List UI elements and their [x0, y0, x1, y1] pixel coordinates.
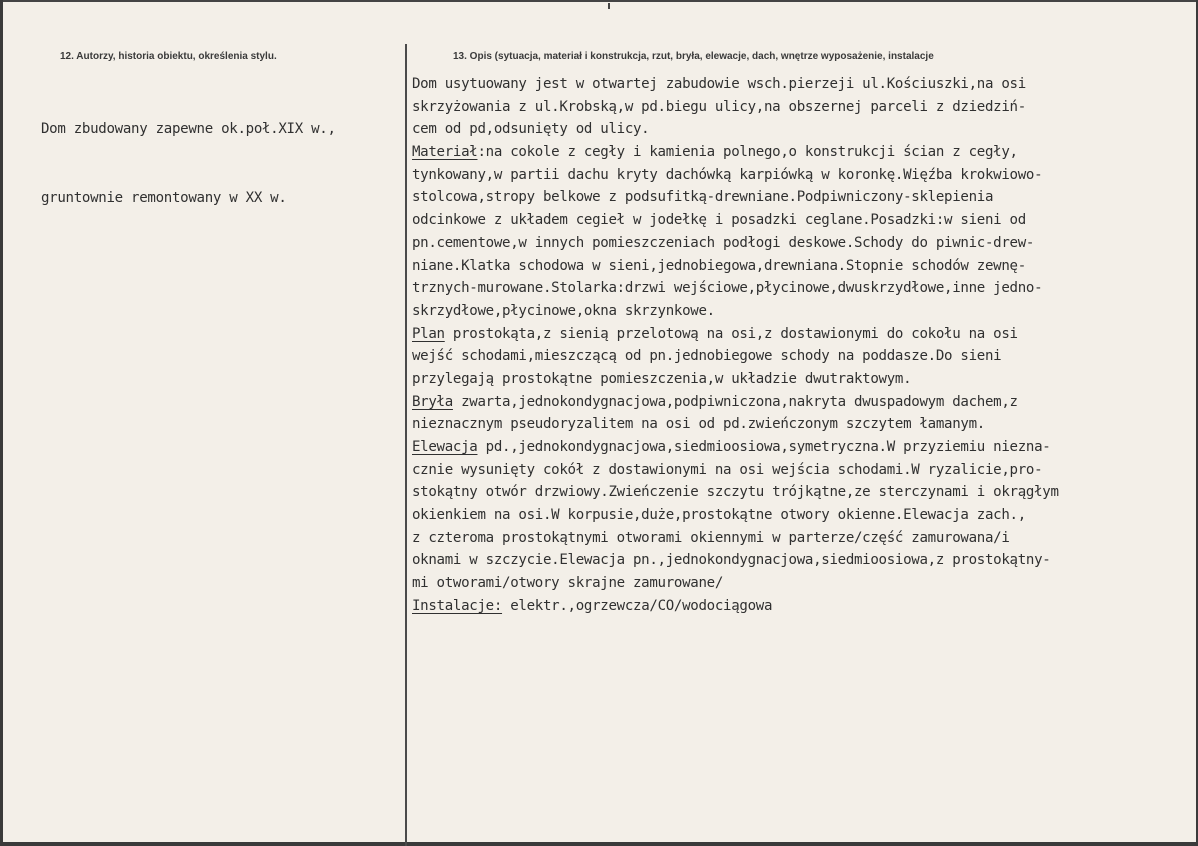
text-line	[412, 345, 1059, 368]
text-line	[412, 277, 1059, 300]
line-text: pn.cementowe,w innych pomieszczeniach podłogi deskowe.Schody do piwnic-drew-	[412, 234, 1035, 251]
line-text: prostokąta,z sienią przelotową na osi,z dostawionymi do cokołu na osi	[444, 325, 1018, 342]
section-label: Elewacja	[412, 439, 478, 455]
line-text: przylegają prostokątne pomieszczenia,w układzie dwutraktowym.	[412, 370, 912, 387]
line-text: okienkiem na osi.W korpusie,duże,prostokątne otwory okienne.Elewacja zach.,	[412, 507, 1026, 524]
line-text: tynkowany,w partii dachu kryty dachówką karpiówką w koronkę.Więźba krokwiowo-	[412, 166, 1043, 183]
top-tick-mark	[608, 3, 610, 9]
line-text: Dom usytuowany jest w otwartej zabudowie wsch.pierzeji ul.Kościuszki,na osi	[412, 76, 1026, 92]
text-line	[412, 164, 1059, 187]
sheet-edge-bottom	[0, 842, 1198, 846]
text-line-with-label	[412, 391, 1059, 414]
line-text: elektr.,ogrzewcza/CO/wodociągowa	[502, 597, 773, 614]
text-line-with-label	[412, 436, 1059, 459]
text-line	[412, 368, 1059, 391]
text-line-with-label	[412, 595, 1059, 618]
text-line: gruntownie remontowany w XX w.	[41, 189, 287, 206]
line-text: zwarta,jednokondygnacjowa,podpiwniczona,nakryta dwuspadowym dachem,z	[452, 393, 1018, 410]
text-line	[412, 232, 1059, 255]
line-text: nieznacznym pseudoryzalitem na osi od pd.zwieńczonym szczytem łamanym.	[412, 416, 985, 433]
section-12-text	[41, 73, 336, 255]
text-line	[412, 572, 1059, 595]
section-label: Materiał	[412, 144, 478, 161]
text-line	[412, 504, 1059, 527]
text-line-with-label	[412, 323, 1059, 346]
text-line	[412, 73, 1059, 96]
line-text: cznie wysunięty cokół z dostawionymi na osi wejścia schodami.W ryzalicie,pro-	[412, 461, 1043, 478]
text-line	[412, 481, 1059, 504]
line-text: wejść schodami,mieszczącą od pn.jednobiegowe schody na poddasze.Do sieni	[412, 348, 1002, 365]
line-text: stokątny otwór drzwiowy.Zwieńczenie szczytu trójkątne,ze sterczynami i okrągłym	[412, 484, 1059, 501]
section-13-text	[412, 73, 1059, 618]
section-label: Bryła	[412, 393, 453, 410]
line-text: stolcowa,stropy belkowe z podsufitką-drewniane.Podpiwniczony-sklepienia	[412, 189, 994, 206]
text-line	[412, 413, 1059, 436]
line-text: trznych-murowane.Stolarka:drzwi wejściowe,płycinowe,dwuskrzydłowe,inne jedno-	[412, 280, 1043, 297]
section-13-header: 13. Opis (sytuacja, materiał i konstrukcja, rzut, bryła, elewacje, dach, wnętrze wyposażenie, instalacje	[453, 51, 934, 62]
text-line	[412, 459, 1059, 482]
text-line-with-label	[412, 141, 1059, 164]
line-text: oknami w szczycie.Elewacja pn.,jednokondygnacjowa,siedmioosiowa,z prostokątny-	[412, 552, 1051, 569]
line-text: skrzyżowania z ul.Krobską,w pd.biegu ulicy,na obszernej parceli z dziedziń-	[412, 98, 1026, 115]
section-12-header: 12. Autorzy, historia obiektu, określenia stylu.	[60, 51, 277, 62]
section-label: Instalacje:	[412, 597, 503, 614]
line-text: odcinkowe z układem cegieł w jodełkę i posadzki ceglane.Posadzki:w sieni od	[412, 212, 1026, 229]
text-line	[412, 186, 1059, 209]
line-text: mi otworami/otwory skrajne zamurowane/	[412, 575, 724, 592]
line-text: niane.Klatka schodowa w sieni,jednobiegowa,drewniana.Stopnie schodów zewnę-	[412, 257, 1026, 274]
text-line	[412, 209, 1059, 232]
text-line	[412, 96, 1059, 119]
line-text: pd.,jednokondygnacjowa,siedmioosiowa,symetryczna.W przyziemiu niezna-	[477, 439, 1051, 455]
text-line: Dom zbudowany zapewne ok.poł.XIX w.,	[41, 121, 336, 138]
line-text: :na cokole z cegły i kamienia polnego,o konstrukcji ścian z cegły,	[477, 144, 1018, 161]
sheet-edge-left	[0, 0, 3, 846]
text-line	[412, 255, 1059, 278]
section-label: Plan	[412, 325, 445, 342]
line-text: skrzydłowe,płycinowe,okna skrzynkowe.	[412, 302, 715, 319]
column-divider	[405, 44, 407, 846]
text-line	[412, 549, 1059, 572]
text-line	[412, 118, 1059, 141]
text-line	[412, 300, 1059, 323]
line-text: z czteroma prostokątnymi otworami okiennymi w parterze/część zamurowana/i	[412, 529, 1010, 546]
text-line	[412, 527, 1059, 550]
sheet-edge-top	[0, 0, 1198, 2]
line-text: cem od pd,odsunięty od ulicy.	[412, 121, 650, 138]
